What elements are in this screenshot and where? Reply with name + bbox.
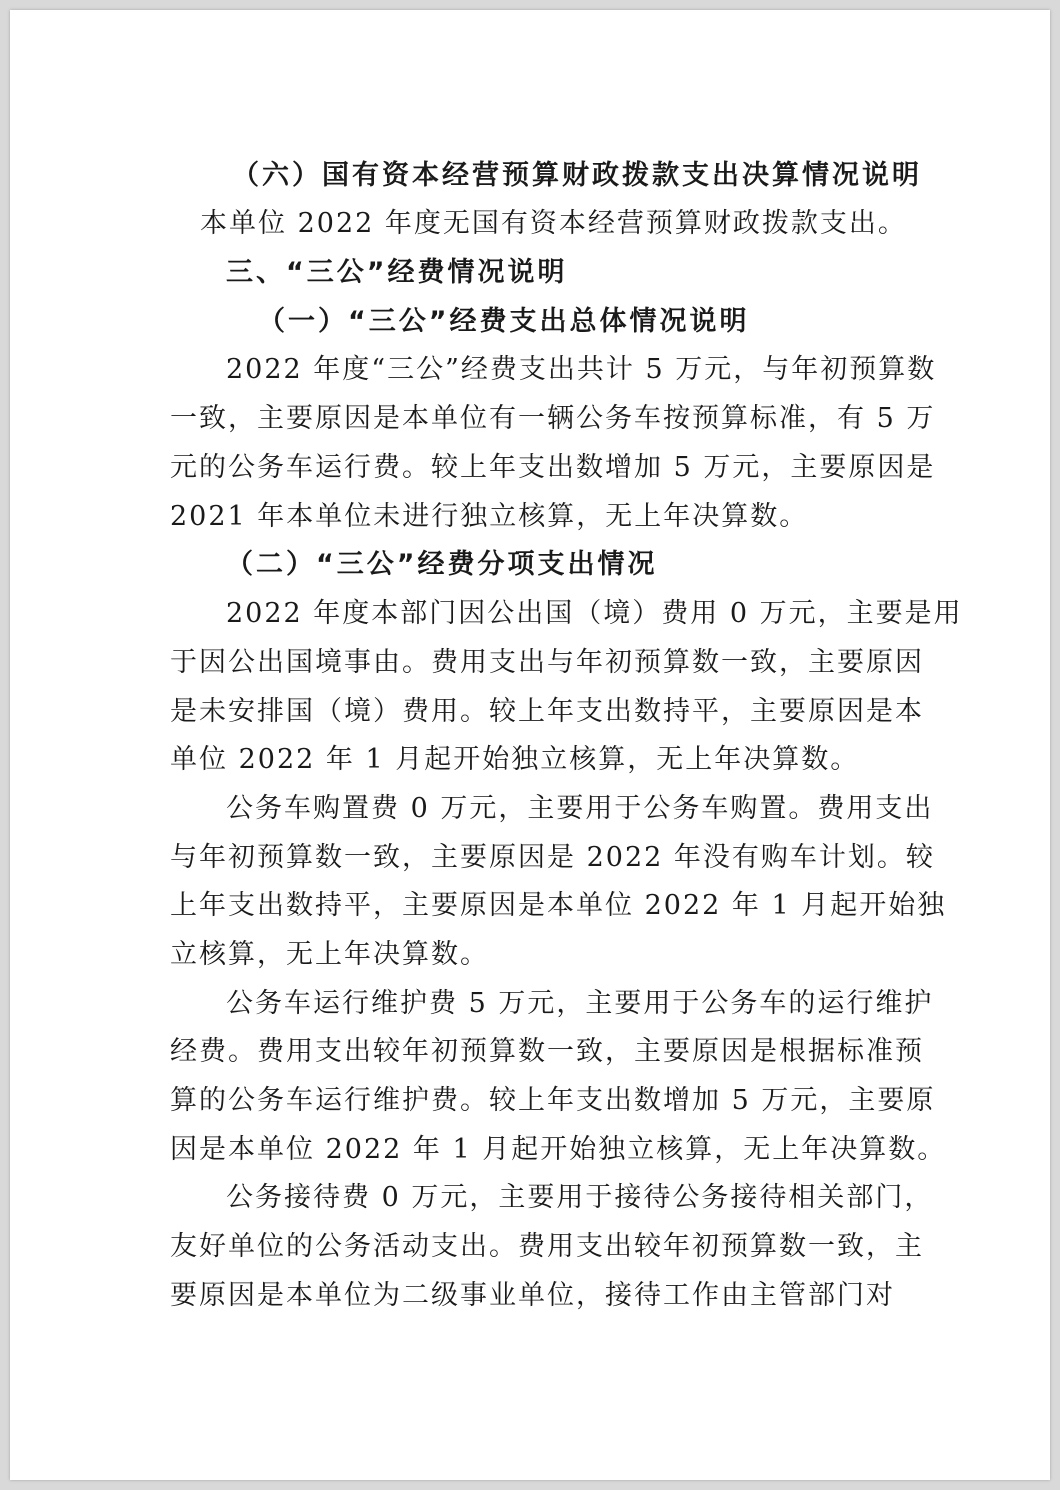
paragraph-state-capital-budget: 本单位 2022 年度无国有资本经营预算财政拨款支出。 [200, 208, 907, 239]
paragraph-line: 经费。费用支出较年初预算数一致，主要原因是根据标准预 [170, 1036, 924, 1067]
paragraph-line: 算的公务车运行维护费。较上年支出数增加 5 万元，主要原 [170, 1085, 936, 1116]
paragraph-line: 元的公务车运行费。较上年支出数增加 5 万元，主要原因是 [170, 452, 936, 483]
paragraph-line: 公务车购置费 0 万元，主要用于公务车购置。费用支出 [226, 793, 934, 824]
paragraph-line: 单位 2022 年 1 月起开始独立核算，无上年决算数。 [170, 744, 860, 775]
paragraph-line: 友好单位的公务活动支出。费用支出较年初预算数一致，主 [170, 1231, 924, 1262]
paragraph-line: 立核算，无上年决算数。 [170, 939, 489, 970]
heading-itemized-expenses: （二）“三公”经费分项支出情况 [226, 549, 658, 580]
paragraph-line: 公务车运行维护费 5 万元，主要用于公务车的运行维护 [226, 988, 934, 1019]
heading-overall-expenses: （一）“三公”经费支出总体情况说明 [258, 306, 750, 337]
paragraph-line: 上年支出数持平，主要原因是本单位 2022 年 1 月起开始独 [170, 890, 947, 921]
paragraph-line: 2021 年本单位未进行独立核算，无上年决算数。 [170, 501, 809, 532]
paragraph-line: 一致，主要原因是本单位有一辆公务车按预算标准，有 5 万 [170, 403, 936, 434]
paragraph-line: 与年初预算数一致，主要原因是 2022 年没有购车计划。较 [170, 842, 935, 873]
document-page [10, 10, 1050, 1480]
heading-state-capital-budget: （六）国有资本经营预算财政拨款支出决算情况说明 [232, 160, 922, 191]
paragraph-line: 因是本单位 2022 年 1 月起开始独立核算，无上年决算数。 [170, 1134, 947, 1165]
paragraph-line: 2022 年度“三公”经费支出共计 5 万元，与年初预算数 [226, 354, 937, 385]
heading-three-public-expenses: 三、“三公”经费情况说明 [226, 257, 568, 288]
paragraph-line: 要原因是本单位为二级事业单位，接待工作由主管部门对 [170, 1280, 895, 1311]
paragraph-line: 是未安排国（境）费用。较上年支出数持平，主要原因是本 [170, 696, 924, 727]
paragraph-line: 公务接待费 0 万元，主要用于接待公务接待相关部门， [226, 1182, 934, 1213]
paragraph-line: 2022 年度本部门因公出国（境）费用 0 万元，主要是用 [226, 598, 963, 629]
paragraph-line: 于因公出国境事由。费用支出与年初预算数一致，主要原因 [170, 647, 924, 678]
